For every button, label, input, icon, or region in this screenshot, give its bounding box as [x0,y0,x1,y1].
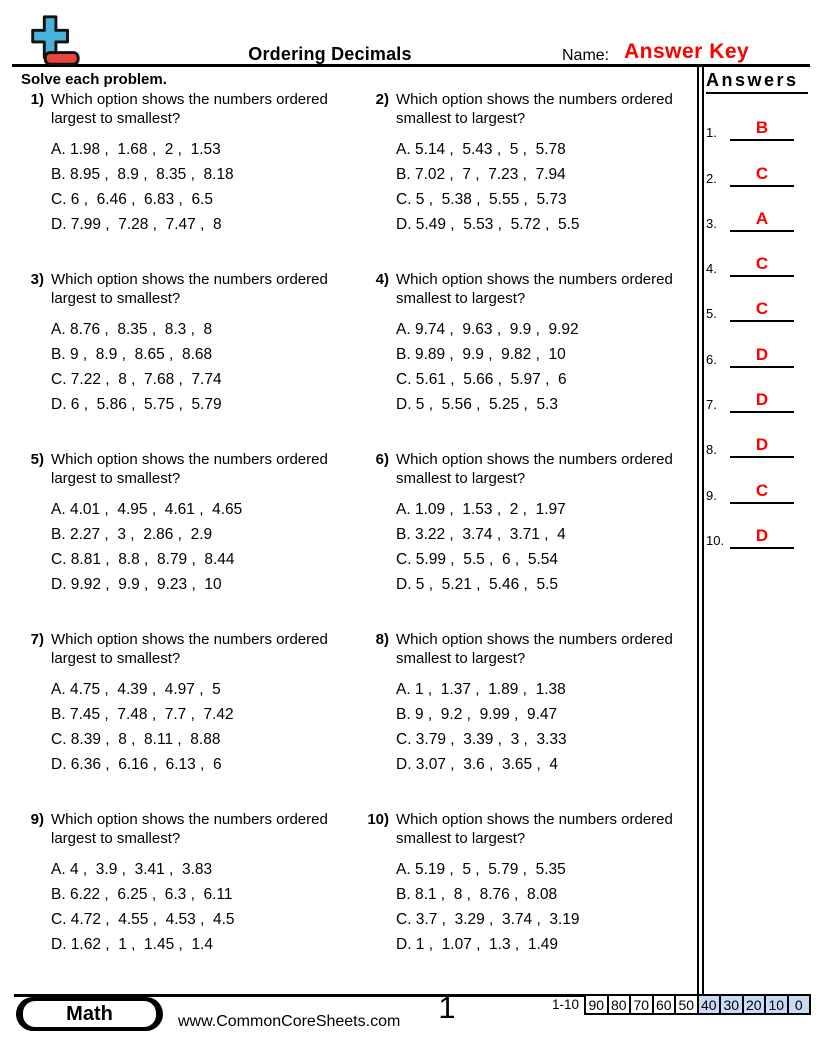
website-url: www.CommonCoreSheets.com [178,1013,401,1030]
problem-number: 5) [30,451,44,468]
option-a: A. 4 , 3.9 , 3.41 , 3.83 [51,861,213,878]
answer-number: 6. [706,351,717,367]
option-b: B. 7.45 , 7.48 , 7.7 , 7.42 [51,706,234,723]
option-b: B. 9 , 8.9 , 8.65 , 8.68 [51,346,213,363]
score-cell: 70 [629,994,654,1015]
option-b: B. 6.22 , 6.25 , 6.3 , 6.11 [51,886,233,903]
problem-6 [365,450,698,630]
subject-badge-label: Math [23,1001,156,1027]
problem-number: 6) [375,451,389,468]
option-a: A. 1 , 1.37 , 1.89 , 1.38 [396,681,566,698]
option-b: B. 8.1 , 8 , 8.76 , 8.08 [396,886,558,903]
subject-badge [16,997,163,1031]
header-divider [12,64,810,67]
option-c: C. 8.39 , 8 , 8.11 , 8.88 [51,731,221,748]
answer-letter: D [755,390,769,410]
answer-row [706,96,794,141]
problem-7 [20,630,365,810]
option-d: D. 5 , 5.21 , 5.46 , 5.5 [396,576,558,593]
answer-blank [730,118,794,141]
answer-number: 3. [706,215,717,231]
answer-number: 10. [706,532,725,548]
answers-panel [706,70,808,549]
name-label: Name: [562,47,610,64]
answer-row [706,187,794,232]
option-b: B. 9.89 , 9.9 , 9.82 , 10 [396,346,566,363]
problem-question: Which option shows the numbers ordered smallest to largest? [396,91,673,127]
option-c: C. 5 , 5.38 , 5.55 , 5.73 [396,191,567,208]
score-cell: 30 [719,994,744,1015]
problems-grid [20,90,698,990]
score-cells [584,994,811,1015]
answer-number: 8. [706,442,717,458]
option-a: A. 4.01 , 4.95 , 4.61 , 4.65 [51,501,243,518]
score-cell: 20 [742,994,767,1015]
answer-letter: C [755,254,769,274]
problem-question: Which option shows the numbers ordered smallest to largest? [396,271,673,307]
page-number: 1 [438,990,456,1025]
answer-blank [730,345,794,368]
problem-number: 10) [367,811,389,828]
answer-number: 1. [706,125,717,141]
answer-row [706,277,794,322]
option-b: B. 7.02 , 7 , 7.23 , 7.94 [396,166,566,183]
answer-row [706,504,794,549]
problem-question: Which option shows the numbers ordered largest to smallest? [51,271,328,307]
option-d: D. 1.62 , 1 , 1.45 , 1.4 [51,936,213,953]
problem-number: 7) [30,631,44,648]
option-d: D. 7.99 , 7.28 , 7.47 , 8 [51,216,222,233]
problem-1 [20,90,365,270]
problem-5 [20,450,365,630]
answer-letter: A [755,208,769,228]
option-d: D. 1 , 1.07 , 1.3 , 1.49 [396,936,558,953]
problem-number: 3) [30,271,44,288]
page-title: Ordering Decimals [248,44,412,64]
option-c: C. 8.81 , 8.8 , 8.79 , 8.44 [51,551,235,568]
score-cell: 40 [697,994,722,1015]
answer-blank [730,435,794,458]
score-cell: 50 [674,994,699,1015]
problem-number: 1) [30,91,44,108]
problem-8 [365,630,698,810]
answer-letter: D [755,344,769,364]
answer-row [706,322,794,367]
score-cell: 60 [652,994,677,1015]
option-d: D. 5.49 , 5.53 , 5.72 , 5.5 [396,216,580,233]
problem-2 [365,90,698,270]
problem-3 [20,270,365,450]
problem-4 [365,270,698,450]
option-b: B. 9 , 9.2 , 9.99 , 9.47 [396,706,558,723]
answer-blank [730,526,794,549]
answer-row [706,141,794,186]
option-c: C. 7.22 , 8 , 7.68 , 7.74 [51,371,222,388]
option-a: A. 1.09 , 1.53 , 2 , 1.97 [396,501,566,518]
option-a: A. 9.74 , 9.63 , 9.9 , 9.92 [396,321,579,338]
answer-letter: C [755,163,769,183]
answer-row [706,458,794,503]
option-a: A. 1.98 , 1.68 , 2 , 1.53 [51,141,221,158]
option-c: C. 5.99 , 5.5 , 6 , 5.54 [396,551,558,568]
score-range-label: 1-10 [551,997,579,1012]
answer-number: 4. [706,261,717,277]
score-cell: 80 [607,994,632,1015]
problem-question: Which option shows the numbers ordered largest to smallest? [51,91,328,127]
problem-number: 9) [30,811,44,828]
answer-blank [730,164,794,187]
answers-heading: Answers [706,70,808,94]
answer-row [706,368,794,413]
answer-blank [730,390,794,413]
option-d: D. 5 , 5.56 , 5.25 , 5.3 [396,396,558,413]
score-cell: 90 [584,994,609,1015]
option-c: C. 3.7 , 3.29 , 3.74 , 3.19 [396,911,580,928]
instruction-text: Solve each problem. [21,71,167,88]
option-a: A. 5.14 , 5.43 , 5 , 5.78 [396,141,566,158]
option-b: B. 8.95 , 8.9 , 8.35 , 8.18 [51,166,234,183]
option-d: D. 6.36 , 6.16 , 6.13 , 6 [51,756,222,773]
answer-blank [730,299,794,322]
problem-number: 4) [375,271,389,288]
answer-number: 7. [706,397,717,413]
problem-question: Which option shows the numbers ordered largest to smallest? [51,451,328,487]
option-c: C. 6 , 6.46 , 6.83 , 6.5 [51,191,213,208]
problem-9 [20,810,365,990]
option-c: C. 5.61 , 5.66 , 5.97 , 6 [396,371,567,388]
answer-letter: C [755,480,769,500]
option-a: A. 8.76 , 8.35 , 8.3 , 8 [51,321,213,338]
problem-question: Which option shows the numbers ordered smallest to largest? [396,811,673,847]
problem-question: Which option shows the numbers ordered largest to smallest? [51,811,328,847]
answer-number: 9. [706,487,717,503]
option-b: B. 2.27 , 3 , 2.86 , 2.9 [51,526,213,543]
problem-question: Which option shows the numbers ordered smallest to largest? [396,451,673,487]
option-a: A. 4.75 , 4.39 , 4.97 , 5 [51,681,221,698]
answer-key-value: Answer Key [624,40,750,63]
problem-question: Which option shows the numbers ordered smallest to largest? [396,631,673,667]
answer-row [706,232,794,277]
option-a: A. 5.19 , 5 , 5.79 , 5.35 [396,861,566,878]
answer-row [706,413,794,458]
option-d: D. 3.07 , 3.6 , 3.65 , 4 [396,756,558,773]
answer-number: 2. [706,170,717,186]
answer-blank [730,481,794,504]
option-c: C. 3.79 , 3.39 , 3 , 3.33 [396,731,567,748]
problem-number: 2) [375,91,389,108]
answer-letter: B [755,118,769,138]
problem-question: Which option shows the numbers ordered largest to smallest? [51,631,328,667]
answer-number: 5. [706,306,717,322]
answer-letter: D [755,525,769,545]
plus-minus-logo-icon [24,12,82,68]
option-b: B. 3.22 , 3.74 , 3.71 , 4 [396,526,566,543]
option-c: C. 4.72 , 4.55 , 4.53 , 4.5 [51,911,235,928]
score-cell: 10 [764,994,789,1015]
answers-column-divider [697,66,704,994]
score-cell: 0 [787,994,812,1015]
problem-number: 8) [375,631,389,648]
answer-letter: D [755,435,769,455]
problem-10 [365,810,698,990]
answer-blank [730,209,794,232]
option-d: D. 9.92 , 9.9 , 9.23 , 10 [51,576,222,593]
answer-blank [730,254,794,277]
score-tracker [552,994,811,1015]
option-d: D. 6 , 5.86 , 5.75 , 5.79 [51,396,222,413]
answer-letter: C [755,299,769,319]
